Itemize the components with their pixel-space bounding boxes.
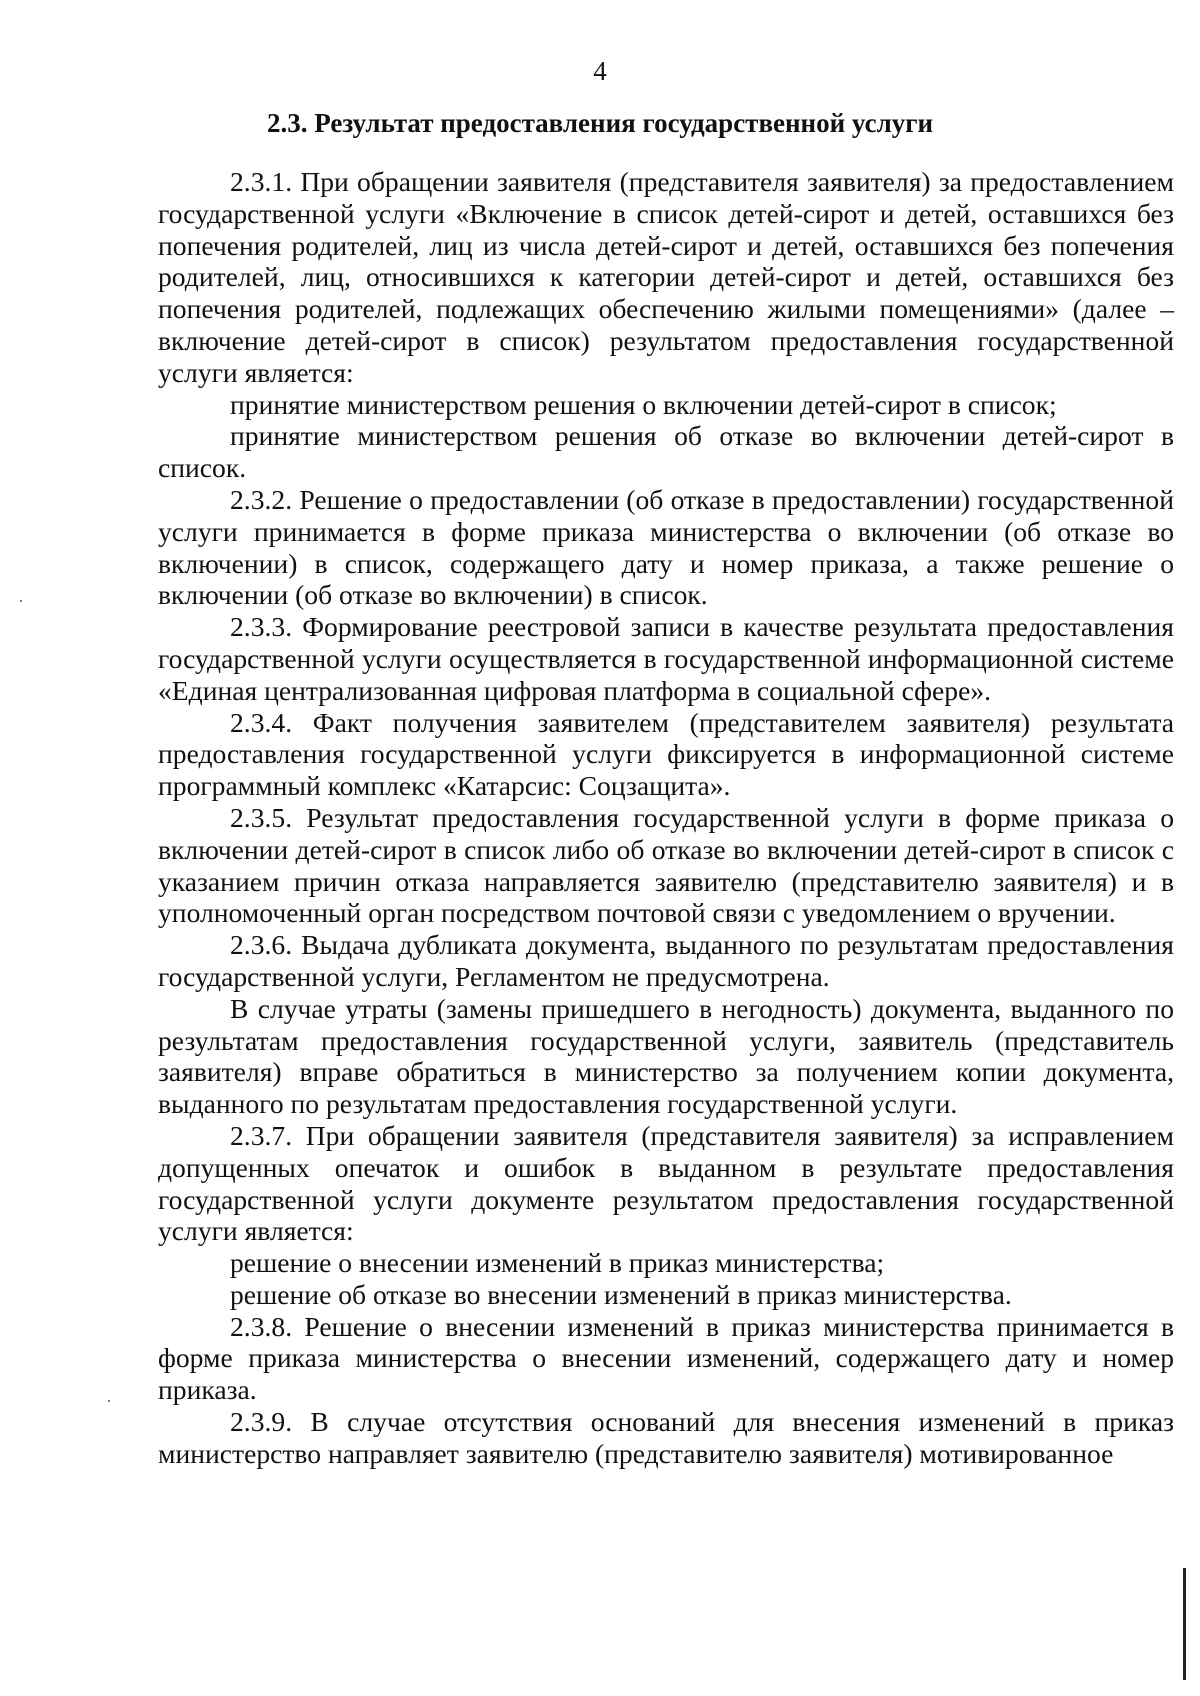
paragraph: принятие министерством решения о включении детей-сирот в список;	[230, 388, 1057, 420]
paragraph: 2.3.6. Выдача дубликата документа, выданного по результатам предоставления государственной услуги, Регламентом не предусмотрена.	[158, 929, 1174, 992]
scan-edge-mark	[1183, 1568, 1186, 1680]
paragraph: решение о внесении изменений в приказ министерства;	[230, 1247, 885, 1279]
paragraph: решение об отказе во внесении изменений в приказ министерства.	[230, 1278, 1012, 1310]
paragraph: 2.3.4. Факт получения заявителем (представителем заявителя) результата предоставления государственной услуги фиксируется в информационной системе программный комплекс «Катарсис: Соцзащита».	[158, 706, 1174, 802]
paragraph: 2.3.9. В случае отсутствия оснований для внесения изменений в приказ министерство направляет заявителю (представителю заявителя) мотивированное	[158, 1406, 1174, 1469]
paragraph: 2.3.3. Формирование реестровой записи в качестве результата предоставления государственной услуги осуществляется в государственной информационной системе «Единая централизованная цифровая платформа в социальной сфере».	[158, 611, 1174, 706]
paragraph: 2.3.5. Результат предоставления государственной услуги в форме приказа о включении детей-сирот в список либо об отказе во включении детей-сирот в список с указанием причин отказа направляется заявителю (представителю заявителя) и в уполномоченный орган посредством почтовой связи с уведомлением о вручении.	[158, 801, 1174, 929]
paragraph: 2.3.1. При обращении заявителя (представителя заявителя) за предоставлением государственной услуги «Включение в список детей-сирот и детей, оставшихся без попечения родителей, лиц из числа детей-сирот и детей, оставшихся без попечения родителей, лиц, относившихся к категории детей-сирот и детей, оставшихся без попечения родителей, подлежащих обеспечению жилыми помещениями» (далее – включение детей-сирот в список) результатом предоставления государственной услуги является:	[158, 166, 1174, 388]
paragraph: 2.3.7. При обращении заявителя (представителя заявителя) за исправлением допущенных опечаток и ошибок в выданном в результате предоставления государственной услуги документе результатом предоставления государственной услуги является:	[158, 1119, 1174, 1247]
paragraph: В случае утраты (замены пришедшего в негодность) документа, выданного по результатам предоставления государственной услуги, заявитель (представитель заявителя) вправе обратиться в министерство за получением копии документа, выданного по результатам предоставления государственной услуги.	[158, 992, 1174, 1120]
paragraph: принятие министерством решения об отказе во включении детей-сирот в список.	[158, 420, 1174, 484]
page-number: 4	[593, 56, 607, 86]
paragraph: 2.3.2. Решение о предоставлении (об отказе в предоставлении) государственной услуги принимается в форме приказа министерства о включении (об отказе во включении) в список, содержащего дату и номер приказа, а также решение о включении (об отказе во включении) в список.	[158, 483, 1174, 611]
paragraph: 2.3.8. Решение о внесении изменений в приказ министерства принимается в форме приказа министерства о внесении изменений, содержащего дату и номер приказа.	[158, 1310, 1174, 1406]
scan-speck	[20, 600, 22, 602]
document-body	[158, 166, 1174, 1470]
scan-speck	[108, 1400, 110, 1402]
section-title: 2.3. Результат предоставления государственной услуги	[266, 108, 934, 138]
